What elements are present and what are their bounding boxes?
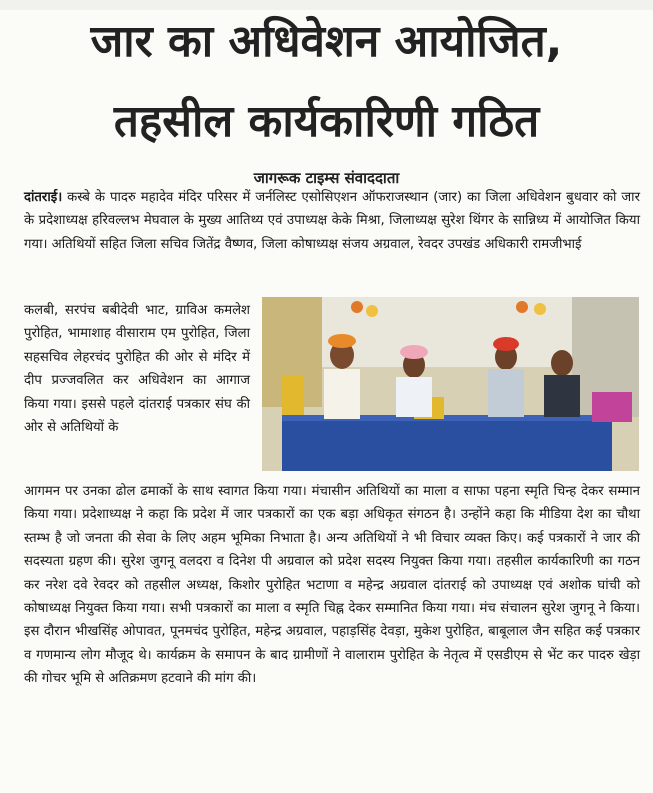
event-photo [262,297,639,471]
byline: जागरूक टाइम्स संवाददाता [253,169,400,187]
article-paragraph-top [24,186,640,256]
paragraph-top-text: कस्बे के पादरु महादेव मंदिर परिसर में जर्नलिस्ट एसोसिएशन ऑफराजस्थान (जार) का जिला अधिवेशन बुधवार को जार के प्रदेशाध्यक्ष हरिवल्लभ मेघवाल के मुख्य आतिथ्य एवं उपाध्यक्ष केके मिश्रा, जिलाध्यक्ष सुरेश थिंगर के सान्निध्य में आयोजित किया गया। अतिथियों सहित जिला सचिव जितेंद्र वैष्णव, जिला कोषाध्यक्ष संजय अग्रवाल, रेवदर उपखंड अधिकारी रामजीभाई [24,190,640,252]
event-photo-illustration [262,297,639,471]
article-paragraph-bottom: आगमन पर उनका ढोल ढमाकों के साथ स्वागत किया गया। मंचासीन अतिथियों का माला व साफा पहना स्मृति चिन्ह देकर सम्मान किया गया। प्रदेशाध्यक्ष ने कहा कि प्रदेश में जार पत्रकारों का एक बड़ा अधिकृत संगठन है। उन्होंने कहा कि मीडिया देश का चौथा स्तम्भ है जो जनता की सेवा के लिए अहम भूमिका निभाता है। अन्य अतिथियों ने भी विचार व्यक्त किए। कई पत्रकारों ने जार की सदस्यता ग्रहण की। सुरेश जुगनू वलदरा व दिनेश पी अग्रवाल को प्रदेश सदस्य नियुक्त किया गया। तहसील कार्यकारिणी का गठन कर नरेश दवे रेवदर को तहसील अध्यक्ष, किशोर पुरोहित भटाणा व महेन्द्र अग्रवाल दांतराई को उपाध्यक्ष एवं अशोक घांची को कोषाध्यक्ष नियुक्त किया गया। सभी पत्रकारों का माला व स्मृति चिह्न देकर सम्मानित किया गया। मंच संचालन सुरेश जुगनू ने किया। इस दौरान भीखसिंह ओपावत, पूनमचंद पुरोहित, महेन्द्र अग्रवाल, पहाड़सिंह देवड़ा, मुकेश पुरोहित, बाबूलाल जैन सहित कई पत्रकार व गणमान्य लोग मौजूद थे। कार्यक्रम के समापन के बाद ग्रामीणों ने वालाराम पुरोहित के नेतृत्व में एसडीएम से भेंट कर पादरु खेड़ा की गोचर भूमि से अतिक्रमण हटवाने की मांग की। [24,484,640,687]
headline-line-2: तहसील कार्यकारिणी गठित [113,96,540,147]
article-paragraph-column: कलबी, सरपंच बबीदेवी भाट, ग्राविअ कमलेश पुरोहित, भामाशाह वीसाराम एम पुरोहित, जिला सहसचिव लेहरचंद पुरोहित की ओर से मंदिर में दीप प्रज्जवलित कर अधिवेशन का आगाज किया गया। इससे पहले दांतराई पत्रकार संघ की ओर से अतिथियों के [24,303,250,436]
headline-line-1: जार का अधिवेशन आयोजित, [90,16,563,67]
clipped-previous-text [0,0,653,10]
dateline: दांतराई। [24,190,63,205]
